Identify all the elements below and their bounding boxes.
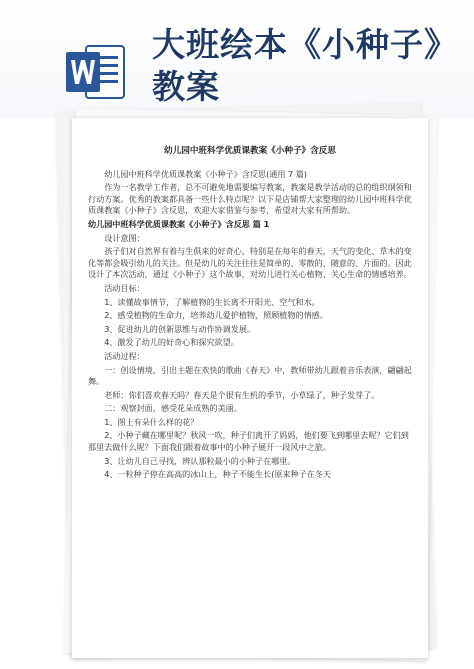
paragraph: 设计意图： (104, 232, 145, 243)
document-page (72, 118, 428, 658)
word-document-icon (64, 42, 128, 102)
paragraph: 活动目标： (104, 282, 145, 293)
paragraph: 幼儿园中班科学优质课教案《小种子》含反思(通用 7 篇) (104, 168, 307, 179)
document-title: 幼儿园中班科学优质课教案《小种子》含反思 (164, 146, 336, 156)
paragraph: 老师：你们喜欢春天吗？春天是个很有生机的季节，小草绿了，种子发芽了。 (104, 389, 380, 400)
banner-header (0, 0, 474, 118)
page-title: 大班绘本《小种子》教案 (152, 25, 458, 106)
paragraph: 孩子们对自然界有着与生俱来的好奇心，特别是在每年的春天，天气的变化、草木的变化等都会吸引幼儿的关注。但是幼儿的关注往往是简单的、零散的、随意的、片面的。因此设计了本次活动，通过《小种子》这个故事，对幼儿进行关心植物、关心生命的情感培养。 (88, 246, 412, 280)
list-item: 4、一粒种子停在高高的冰山上，种子不能生长(原来种子在冬天 (104, 469, 332, 480)
list-item: 4、激发了幼儿的好奇心和探究欲望。 (104, 337, 239, 348)
list-item: 3、促进幼儿的创新思维与动作协调发展。 (104, 323, 256, 334)
list-item: 3、让幼儿自己寻找，辨认那粒最小的小种子在哪里。 (104, 455, 296, 466)
section-heading: 幼儿园中班科学优质课教案《小种子》含反思 篇 1 (88, 218, 270, 229)
paragraph: 一：创设情境，引出主题在欢快的歌曲《春天》中，教师带幼儿跟着音乐表演，翩翩起舞。 (88, 364, 412, 387)
list-item: 1、图上有朵什么样的花？ (104, 416, 199, 427)
list-item: 2、小种子藏在哪里呢？秋风一吹，种子们离开了妈妈，他们要飞到哪里去呢？它们到那里去做什么呢？下面我们跟着故事中的小种子展开一段风中之旅。 (88, 430, 409, 453)
paragraph: 作为一名教学工作者，总不可避免地需要编写教案，教案是教学活动的总的组织纲领和行动方案。优秀的教案都具备一些什么特点呢？以下是店铺帮大家整理的幼儿园中班科学优质课教案《小种子》含反思，欢迎大家借鉴与参考，希望对大家有所帮助。 (88, 182, 412, 216)
list-item: 1、读懂故事情节，了解植物的生长离不开阳光、空气和水。 (104, 296, 320, 307)
paragraph: 活动过程： (104, 350, 145, 361)
paragraph: 二：观察封面，感受花朵成熟的美丽。 (104, 403, 242, 414)
list-item: 2、感受植物的生命力，培养幼儿爱护植物，照顾植物的情感。 (104, 310, 328, 321)
document-body (88, 146, 412, 483)
